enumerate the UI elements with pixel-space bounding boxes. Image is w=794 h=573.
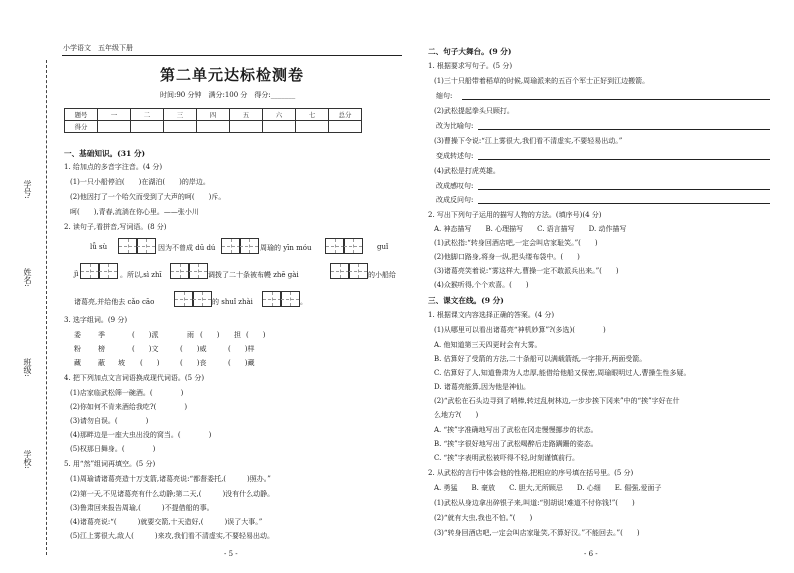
q3-row1-char2: 季 [98,331,105,339]
q3-row1-char1: 委 [74,331,81,339]
score-input[interactable] [230,121,263,133]
q3-row2-blank2[interactable]: ( )威 [180,345,207,353]
question-1b: (2)他因打了一个哈欠而受到了大声的呵( )斥。 [70,193,226,201]
r-question-1b: (2)武松提起拳头只顾打。 [434,107,514,115]
pinyin-8: 的小船给 [368,271,396,279]
q3-row3-blank1[interactable]: ( ) [140,359,160,367]
score-input[interactable] [131,121,164,133]
r-question-3b-cont: 么地方?( ) [434,411,479,419]
r-option-3aC: C. 估算好了人,知道鲁肃为人忠厚,能借给他船又保密,周瑜眼明过人,曹操生性多疑。 [434,369,691,377]
page-number-right: - 6 - [584,550,598,558]
score-table-header-row [65,109,362,121]
score-input[interactable] [329,121,362,133]
question-5b: (2)第一天,不见诸葛亮有什么动静;第二天,( )没有什么动静。 [70,490,275,498]
pinyin-6: 。所以,sì zhī [120,271,162,279]
r-option-3bC: C. “挨”字表明武松被吓得不轻,时刻谨慎前行。 [434,454,579,462]
char-box[interactable] [192,291,212,307]
q3-row1-blank3[interactable]: ( ) [246,331,266,339]
q3-row2-blank3[interactable]: ( )样 [228,345,255,353]
question-1a: (1)一只小船停泊( )在湖泊( )的岸边。 [70,178,210,186]
char-box[interactable] [262,291,282,307]
r-question-1: 1. 根据要求写句子。(5 分) [428,62,513,70]
r-question-2d: (4)众猴听得,个个欢喜。( ) [434,281,529,289]
q3-row1-char3: 雨 [187,331,194,339]
q3-row3-blank2[interactable]: ( )丧 [180,359,207,367]
question-4c: (3)请勿自误。( ) [70,417,149,425]
q3-row3-char1: 藏 [74,359,81,367]
r-question-2: 2. 写出下列句子运用的描写人物的方法。(填序号)(4 分) [428,211,602,219]
pinyin-4: guǐ [377,243,389,251]
r-question-2c: (3)诸葛亮笑着说:“雾这样大,曹操一定不敢派兵出来。”( ) [434,267,619,275]
r-question-4c: (3)“转身回酒店吧,一定会叫店家耻笑,不算好汉。”不能回去。”( ) [434,529,640,537]
pinyin-1: lǚ sù [90,243,108,251]
class-label: 班级: [23,358,32,377]
question-5a: (1)周瑜请诸葛亮造十万支箭,诸葛亮说:“都督委托,( )照办。” [70,475,271,483]
question-1: 1. 给加点的多音字注音。(4 分) [64,163,163,171]
school-label: 学校: [23,450,32,469]
score-cell: 四 [197,109,230,121]
char-box[interactable] [348,263,368,279]
question-1c: 呵( ),青春,流淌在你心里。——张小川 [70,208,199,216]
score-cell: 七 [296,109,329,121]
score-cell: 五 [230,109,263,121]
page-title: 第二单元达标检测卷 [160,66,305,84]
score-cell: 一 [98,109,131,121]
answer-line[interactable] [478,129,770,130]
pinyin-11: 。 [300,298,307,306]
char-box[interactable] [239,238,259,254]
score-input[interactable] [164,121,197,133]
r-question-1d: (4)武松是打虎英雄。 [434,167,500,175]
score-table [64,108,362,133]
question-5e: (5)江上雾很大,敌人( )来攻,我们看不清虚实,不要轻易出动。 [70,532,275,540]
pinyin-7: 调拨了二十条被布幔 zhē gài [208,271,299,279]
pinyin-3: 周瑜的 yīn móu [260,244,312,252]
score-input[interactable] [296,121,329,133]
q3-row3-char3: 坡 [118,359,125,367]
q3-row1-char4: 担 [234,331,241,339]
question-4d: (4)那畔边是一座大虫出没的窝当。( ) [70,431,212,439]
score-cell: 得分 [65,121,98,133]
r-question-3b: (2)“武松在石头边寻到了哨棒,转过乱树林边,一步步挨下冈来”中的“挨”字好在什 [434,397,680,405]
question-4b: (2)你如何不肯来酒给我吃?( ) [70,403,188,411]
question-5c: (3)鲁肃回来报告周瑜,( )不提借船的事。 [70,504,214,512]
score-cell: 六 [263,109,296,121]
score-input[interactable] [263,121,296,133]
pinyin-9: 诸葛亮,并给他去 cǎo cāo [74,298,155,306]
r-question-1d-hint2: 改成反问句: [436,196,474,204]
section-1-heading: 一、基础知识。(31 分) [64,149,146,158]
r-question-1a-hint: 缩句: [436,92,453,100]
question-5d: (4)诸葛亮说:“( )就要交箭,十天造好,( )误了大事。” [70,518,263,526]
score-table-score-row [65,121,362,133]
page-number-left: - 5 - [224,550,238,558]
r-option-3aD: D. 诸葛亮能算,因为他是神仙。 [434,383,531,391]
char-box[interactable] [188,263,208,279]
header-subject: 小学语文 五年级下册 [63,44,133,52]
r-question-4-options: A. 勇猛 B. 豪放 C. 胆大,无所顾忌 D. 心细 E. 倔强,爱面子 [434,484,662,492]
answer-line[interactable] [462,99,770,100]
pinyin-2: 因为不曾成 dū dú [158,244,216,252]
char-box[interactable] [80,263,100,279]
char-box[interactable] [170,263,190,279]
char-box[interactable] [343,238,363,254]
score-cell: 题号 [65,109,98,121]
r-option-3bB: B. “挨”字很好地写出了武松喝醉后走路蹒跚的姿态。 [434,440,598,448]
score-cell: 三 [164,109,197,121]
r-question-1c-hint: 变成转述句: [436,152,474,160]
question-4e: (5)权那日舞身。( ) [70,445,156,453]
char-box[interactable] [118,238,138,254]
student-number-label: 学号: [23,180,32,199]
question-3: 3. 选字组词。(9 分) [64,316,128,324]
r-option-3aA: A. 他知道第三天四更时会有大雾。 [434,341,542,349]
char-box[interactable] [136,238,156,254]
r-question-4b: (2)“就有大虫,我也不怕。”( ) [434,514,533,522]
q3-row1-blank1[interactable]: ( )派 [132,331,159,339]
char-box[interactable] [325,238,345,254]
r-question-2-options: A. 神态描写 B. 心理描写 C. 语言描写 D. 动作描写 [434,225,627,233]
char-box[interactable] [174,291,194,307]
pinyin-5: jì [74,270,79,278]
binding-line [46,60,47,555]
char-box[interactable] [330,263,350,279]
question-4a: (1)店家临武松筛一碗酒。( ) [70,389,184,397]
q3-row3-char2: 蔽 [98,359,105,367]
q3-row2-char2: 榜 [98,345,105,353]
score-input[interactable] [197,121,230,133]
pinyin-10: 的 shuǐ zhài [212,298,253,306]
question-4: 4. 把下列加点文言词语换成现代词语。(5 分) [64,374,205,382]
q3-row2-char1: 粉 [74,345,81,353]
answer-line[interactable] [478,159,770,160]
r-question-1d-hint1: 改成感叹句: [436,182,474,190]
score-input[interactable] [98,121,131,133]
score-cell: 总分 [329,109,362,121]
r-question-1c: (3)曹操下令说:“江上雾很大,我们看不清虚实,不要轻易出动。” [434,137,623,145]
r-option-3aB: B. 估算好了受箭的方法,二十条船可以满载箭纸,一字排开,两面受箭。 [434,355,647,363]
r-question-3: 1. 根据课文内容选择正确的答案。(4 分) [428,311,555,319]
r-option-3bA: A. “挨”字准确地写出了武松在冈走慢慢挪步的状态。 [434,426,598,434]
answer-line[interactable] [478,189,770,190]
char-box[interactable] [221,238,241,254]
section-2-heading: 二、句子大舞台。(9 分) [428,47,512,56]
q3-row1-blank2[interactable]: ( ) [200,331,220,339]
header-rule [62,55,402,56]
q3-row3-blank3[interactable]: ( )藏 [228,359,255,367]
r-question-2b: (2)他脚口路身,将身一纵,把头缕布袋中。( ) [434,253,580,261]
r-question-4: 2. 从武松的言行中体会他的性格,把相应的序号填在括号里。(5 分) [428,469,634,477]
answer-line[interactable] [478,203,770,204]
r-question-4a: (1)武松从身边拿出碎银子来,叫道:“别胡说!难道不付你钱!”( ) [434,499,635,507]
r-question-1b-hint: 改为比喻句: [436,122,474,130]
question-2: 2. 读句子,看拼音,写词语。(8 分) [64,223,167,231]
r-question-1a: (1)三十只船带着稻草的时候,周瑜派来的五百个军士正好到江边搬箭。 [434,77,650,85]
question-5: 5. 用“然”组词再填空。(5 分) [64,460,156,468]
section-3-heading: 三、课文在线。(9 分) [428,296,504,305]
score-cell: 二 [131,109,164,121]
char-box[interactable] [98,263,118,279]
student-name-label: 姓名: [23,268,32,287]
exam-meta: 时间:90 分钟 满分:100 分 得分:_______ [160,91,296,99]
q3-row2-blank1[interactable]: ( )文 [132,345,159,353]
r-question-2a: (1)武松指:“转身回酒店吧,一定会叫店家耻笑。”( ) [434,239,598,247]
r-question-3a: (1)从哪里可以看出诸葛亮“神机妙算”?(多选)( ) [434,326,606,334]
char-box[interactable] [280,291,300,307]
